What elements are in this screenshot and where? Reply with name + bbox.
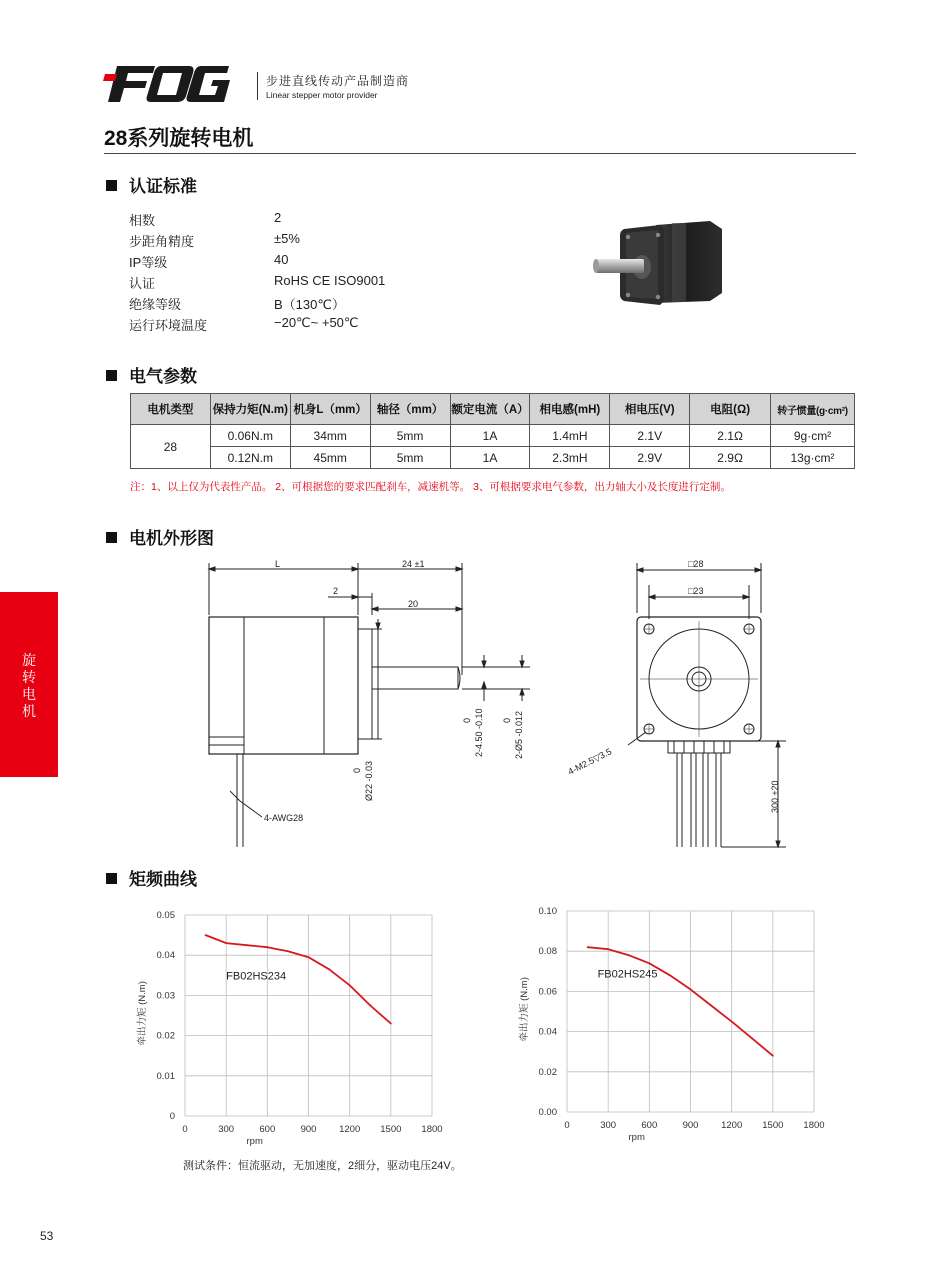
section-outline-label: 电机外形图 (129, 529, 214, 548)
motor-type-cell: 28 (131, 425, 211, 469)
dim-24: 24 ±1 (402, 559, 425, 569)
dim-boss: Ø22 -0.03 (364, 760, 374, 801)
series-line (588, 947, 773, 1055)
y-tick-label: 0.06 (538, 986, 557, 998)
side-tab-char: 转 (22, 669, 36, 685)
data-point (648, 962, 650, 964)
data-point (669, 974, 671, 976)
data-point (731, 1021, 733, 1023)
x-tick-label: 300 (600, 1120, 617, 1131)
x-tick-label: 1200 (339, 1124, 361, 1135)
table-cell: 2.9Ω (690, 447, 771, 469)
spec-value: −20℃~ +50℃ (274, 315, 359, 330)
side-tab-char: 机 (22, 703, 36, 719)
table-cell: 9g·cm² (771, 425, 855, 447)
dim-L: L (275, 559, 281, 569)
front-view-drawing (560, 555, 800, 855)
spec-label: 相数 (129, 213, 156, 228)
x-tick-label: 1200 (721, 1120, 743, 1131)
dim-2: 2 (333, 586, 339, 596)
side-tab-label (0, 652, 58, 720)
data-point (772, 1055, 774, 1057)
dim-lead-length: 300 ±20 (770, 780, 780, 813)
table-cell: 1A (450, 425, 530, 447)
spec-value: 40 (274, 252, 289, 267)
fogo-logo (103, 64, 238, 104)
data-point (587, 946, 589, 948)
y-tick-label: 0.02 (156, 1030, 175, 1042)
spec-label: 绝缘等级 (129, 297, 182, 312)
torque-chart-fb02hs234 (130, 900, 450, 1150)
table-header: 机身L（mm） (290, 394, 370, 425)
data-point (628, 954, 630, 956)
dim-holes: 4-M2.5▽3.5 (566, 746, 614, 777)
x-tick-label: 1500 (762, 1120, 784, 1131)
table-header: 额定电流（A） (450, 394, 530, 425)
spec-label: 运行环境温度 (129, 318, 208, 333)
x-tick-label: 900 (682, 1120, 699, 1131)
table-header: 轴径（mm） (370, 394, 450, 425)
spec-label: 认证 (129, 276, 156, 291)
table-header: 转子惯量(g·cm²) (771, 394, 855, 425)
data-point (690, 988, 692, 990)
table-note: 注：1、以上仅为代表性产品。 2、可根据您的要求匹配刹车，减速机等。 3、可根据要求电气参数，出力轴大小及长度进行定制。 (130, 481, 731, 493)
tagline-en: Linear stepper motor provider (266, 90, 378, 100)
y-tick-label: 0.04 (538, 1026, 557, 1038)
table-cell: 5mm (370, 425, 450, 447)
table-cell: 0.12N.m (210, 447, 290, 469)
dim-sq28: □28 (688, 559, 704, 569)
spec-value: B（130℃） (274, 297, 345, 312)
spec-value: RoHS CE ISO9001 (274, 273, 386, 288)
data-point (710, 1005, 712, 1007)
table-row (131, 425, 855, 447)
y-tick-label: 0 (169, 1111, 175, 1122)
spec-value: ±5% (274, 231, 300, 246)
test-condition: 测试条件：恒流驱动，无加速度，2细分，驱动电压24V。 (183, 1160, 462, 1172)
page-title: 28系列旋转电机 (104, 127, 254, 150)
table-cell: 2.1Ω (690, 425, 771, 447)
table-cell: 1A (450, 447, 530, 469)
tol-zero-shaft: 0 (502, 717, 512, 723)
spec-label: 步距角精度 (129, 234, 195, 249)
side-tab-char: 电 (22, 686, 36, 702)
y-tick-label: 0.10 (538, 906, 557, 917)
data-point (390, 1023, 392, 1025)
x-tick-label: 0 (182, 1124, 188, 1135)
section-certification-label: 认证标准 (129, 177, 197, 196)
table-header: 相电压(V) (610, 394, 690, 425)
x-tick-label: 1500 (380, 1124, 402, 1135)
motor-photo (588, 215, 728, 310)
series-label: FB02HS234 (226, 970, 287, 983)
logo-divider (257, 72, 258, 100)
data-point (205, 934, 207, 936)
section-bullet-icon (106, 370, 117, 381)
x-axis-label: rpm (246, 1136, 263, 1147)
x-axis-label: rpm (628, 1132, 645, 1143)
series-label: FB02HS245 (597, 968, 658, 981)
section-electrical-label: 电气参数 (129, 367, 197, 386)
side-tab-char: 旋 (22, 652, 36, 668)
table-cell: 34mm (290, 425, 370, 447)
tol-zero-boss: 0 (352, 767, 362, 773)
x-tick-label: 600 (259, 1124, 276, 1135)
torque-chart-fb02hs245 (512, 900, 832, 1150)
data-point (266, 946, 268, 948)
y-axis-label: 牵出力矩 (N.m) (519, 977, 530, 1042)
data-point (246, 944, 248, 946)
table-header: 电机类型 (131, 394, 211, 425)
y-tick-label: 0.01 (156, 1070, 175, 1082)
x-tick-label: 1800 (421, 1124, 443, 1135)
y-axis-label: 牵出力矩 (N.m) (137, 981, 148, 1046)
y-tick-label: 0.05 (156, 910, 175, 921)
section-electrical (106, 362, 197, 387)
table-cell: 5mm (370, 447, 450, 469)
table-cell: 45mm (290, 447, 370, 469)
y-tick-label: 0.02 (538, 1066, 557, 1078)
tagline-cn: 步进直线传动产品制造商 (266, 74, 410, 88)
y-tick-label: 0.08 (538, 946, 557, 958)
dim-shaft: 2-Ø5 -0.012 (514, 710, 524, 759)
dim-20: 20 (408, 599, 419, 609)
section-curve-label: 矩频曲线 (129, 870, 197, 889)
data-point (751, 1038, 753, 1040)
dim-sq23: □23 (688, 586, 704, 596)
title-divider (104, 153, 856, 154)
wire-label: 4-AWG28 (264, 813, 304, 823)
x-tick-label: 300 (218, 1124, 235, 1135)
data-point (607, 948, 609, 950)
section-bullet-icon (106, 873, 117, 884)
table-cell: 1.4mH (530, 425, 610, 447)
data-point (225, 942, 227, 944)
tol-zero-flat: 0 (462, 717, 472, 723)
table-header: 相电感(mH) (530, 394, 610, 425)
section-bullet-icon (106, 180, 117, 191)
table-header-row (131, 394, 855, 425)
page-number: 53 (40, 1229, 54, 1243)
spec-label: IP等级 (129, 255, 168, 270)
section-bullet-icon (106, 532, 117, 543)
data-point (369, 1005, 371, 1007)
data-point (308, 956, 310, 958)
table-cell: 0.06N.m (210, 425, 290, 447)
table-header: 电阻(Ω) (690, 394, 771, 425)
spec-value: 2 (274, 210, 282, 225)
y-tick-label: 0.04 (156, 950, 175, 962)
table-cell: 2.1V (610, 425, 690, 447)
table-cell: 13g·cm² (771, 447, 855, 469)
table-row (131, 447, 855, 469)
data-point (287, 950, 289, 952)
side-view-drawing (200, 555, 540, 855)
dim-flat: 2-4.50 -0.10 (474, 708, 484, 757)
data-point (328, 968, 330, 970)
section-outline (106, 524, 214, 549)
section-curve (106, 865, 197, 890)
y-tick-label: 0.03 (156, 990, 175, 1002)
electrical-params-table (130, 393, 855, 469)
table-cell: 2.3mH (530, 447, 610, 469)
y-tick-label: 0.00 (538, 1107, 557, 1118)
data-point (349, 984, 351, 986)
table-cell: 2.9V (610, 447, 690, 469)
x-tick-label: 1800 (803, 1120, 825, 1131)
x-tick-label: 900 (300, 1124, 317, 1135)
table-header: 保持力矩(N.m) (210, 394, 290, 425)
x-tick-label: 600 (641, 1120, 658, 1131)
section-certification (106, 172, 197, 197)
x-tick-label: 0 (564, 1120, 570, 1131)
